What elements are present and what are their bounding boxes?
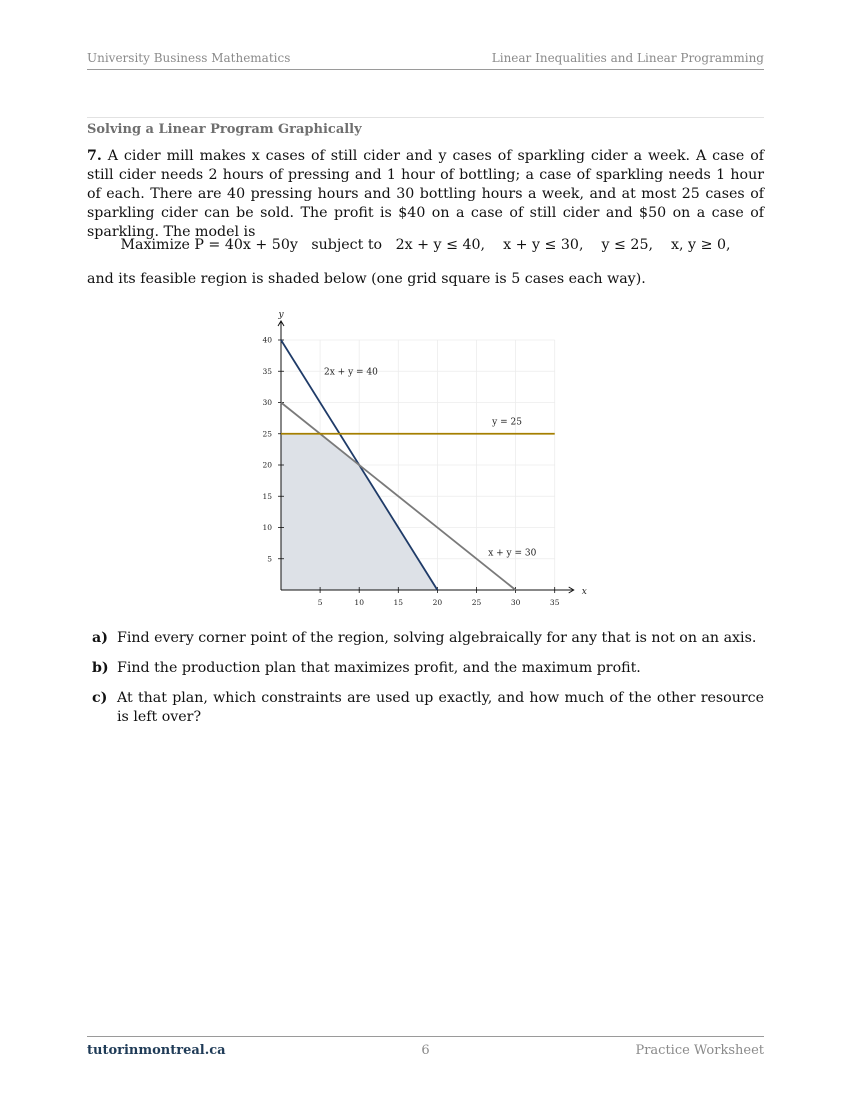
- lp-model: Maximize P = 40x + 50y subject to 2x + y ≤ 40, x + y ≤ 30, y ≤ 25, x, y ≥ 0,: [120, 237, 731, 253]
- part-text: At that plan, which constraints are used up exactly, and how much of the other resource is left over?: [117, 690, 764, 725]
- y-axis-label: y: [278, 310, 284, 320]
- y-tick-label: 15: [262, 491, 272, 501]
- running-header: [87, 51, 764, 70]
- x-tick-label: 25: [471, 598, 482, 607]
- part-c: [92, 689, 764, 727]
- x-tick-label: 10: [354, 598, 364, 607]
- header-chapter-title: Linear Inequalities and Linear Programming: [491, 51, 764, 65]
- y-tick-label: 20: [262, 460, 272, 470]
- x-tick-label: 20: [432, 598, 443, 607]
- region-description: and its feasible region is shaded below (one grid square is 5 cases each way).: [87, 271, 646, 287]
- part-a: [92, 629, 764, 648]
- y-tick-label: 35: [262, 366, 272, 376]
- x-tick-label: 30: [510, 598, 521, 607]
- problem-parts: [92, 629, 764, 738]
- page-number: 6: [421, 1043, 430, 1058]
- part-label: c): [92, 690, 108, 706]
- problem-number: 7.: [87, 148, 102, 164]
- header-course-title: University Business Mathematics: [87, 51, 291, 65]
- y-tick-label: 25: [262, 429, 272, 439]
- constraint-label-3: y = 25: [492, 417, 522, 428]
- x-tick-label: 5: [317, 598, 323, 607]
- part-label: b): [92, 660, 109, 676]
- footer-label: Practice Worksheet: [635, 1043, 764, 1058]
- x-axis-label: x: [581, 587, 587, 597]
- y-tick-label: 30: [262, 398, 272, 407]
- part-label: a): [92, 630, 108, 646]
- problem-text: A cider mill makes x cases of still cider and y cases of sparkling cider a week. A case of still cider needs 2 hours of pressing and 1 hour of bottling; a case of sparkling needs 1 hour of each. There are 40 pressing hours and 30 bottling hours a week, and at most 25 cases of sparkling cider can be sold. The profit is $40 on a case of still cider and $50 on a case of sparkling. The model is: [87, 148, 764, 240]
- footer-site[interactable]: tutorinmontreal.ca: [87, 1043, 226, 1058]
- section-title: Solving a Linear Program Graphically: [87, 122, 362, 137]
- x-tick-label: 35: [549, 598, 560, 607]
- part-b: [92, 659, 764, 678]
- x-tick-label: 15: [393, 598, 404, 607]
- feasible-region-chart: [248, 303, 598, 615]
- constraint-label-2: x + y = 30: [488, 548, 537, 559]
- part-text: Find every corner point of the region, solving algebraically for any that is not on an axis.: [117, 630, 757, 646]
- section-divider: [87, 117, 764, 118]
- problem-statement: [87, 147, 764, 242]
- y-tick-label: 40: [262, 335, 272, 345]
- constraint-label-1: 2x + y = 40: [324, 367, 378, 378]
- page-footer: [87, 1036, 764, 1061]
- y-tick-label: 5: [267, 554, 272, 564]
- y-tick-label: 10: [262, 523, 272, 532]
- part-text: Find the production plan that maximizes profit, and the maximum profit.: [117, 660, 641, 676]
